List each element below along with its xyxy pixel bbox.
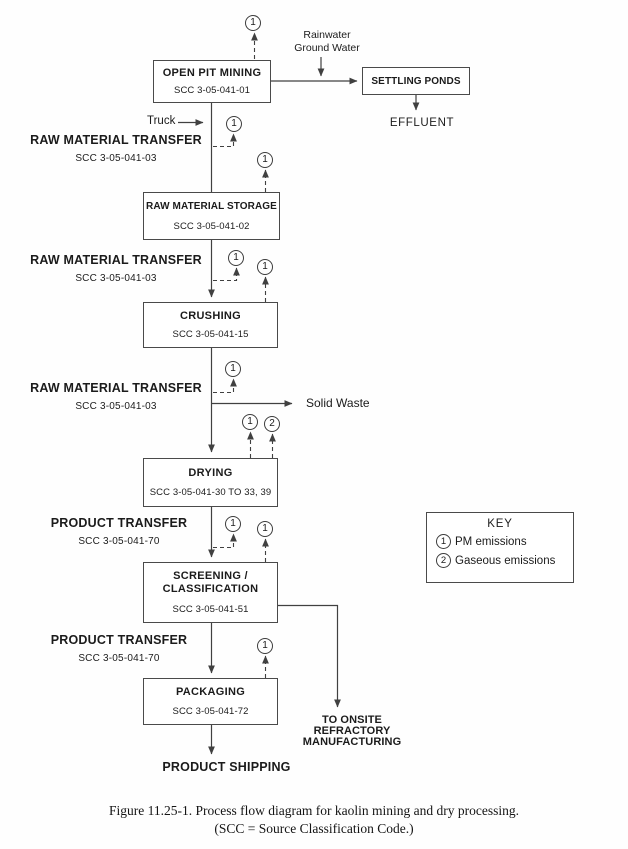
box-crushing	[143, 302, 278, 348]
product-transfer-title: PRODUCT TRANSFER	[50, 516, 188, 530]
label-to-onsite-refractory	[290, 715, 414, 748]
box-drying-scc: SCC 3-05-041-30 TO 33, 39	[149, 487, 272, 499]
label-product-transfer-1	[29, 516, 209, 547]
raw-material-transfer-title: RAW MATERIAL TRANSFER	[30, 381, 202, 395]
box-open-pit-mining-scc: SCC 3-05-041-01	[174, 85, 250, 97]
pm-emission-marker-transfer-2: 1	[228, 250, 244, 266]
raw-material-transfer-scc: SCC 3-05-041-03	[75, 401, 157, 412]
label-solid-waste: Solid Waste	[306, 396, 370, 410]
figure-caption-line2: (SCC = Source Classification Code.)	[214, 821, 414, 836]
box-screening-classification-scc: SCC 3-05-041-51	[172, 603, 249, 615]
pm-emission-marker-packaging: 1	[257, 638, 273, 654]
emission-line-transfer-3	[213, 379, 234, 393]
box-raw-material-storage-title: RAW MATERIAL STORAGE	[146, 201, 277, 213]
raw-material-transfer-scc: SCC 3-05-041-03	[75, 153, 157, 164]
box-screening-title-line2: CLASSIFICATION	[162, 583, 259, 596]
product-transfer-title: PRODUCT TRANSFER	[50, 633, 188, 647]
pm-emission-marker-openpit: 1	[245, 15, 261, 31]
key-pm-label: PM emissions	[455, 535, 527, 548]
pm-emission-marker-product-transfer-1: 1	[225, 516, 241, 532]
box-screening-classification-title	[163, 570, 259, 596]
label-to-onsite-line2: REFRACTORY	[313, 725, 391, 737]
label-raw-material-transfer-1	[26, 133, 206, 164]
box-open-pit-mining	[153, 60, 271, 103]
figure-caption-line1: Figure 11.25-1. Process flow diagram for kaolin mining and dry processing.	[108, 803, 520, 818]
box-crushing-title: CRUSHING	[179, 309, 242, 322]
pm-emission-marker-transfer-1: 1	[226, 116, 242, 132]
pm-emission-marker-drying: 1	[242, 414, 258, 430]
box-drying	[143, 458, 278, 507]
emission-line-transfer-1	[213, 134, 234, 147]
box-screening-classification	[143, 562, 278, 623]
key-row-gaseous	[436, 553, 573, 568]
label-product-transfer-2	[29, 633, 209, 664]
pm-emission-marker-screening: 1	[257, 521, 273, 537]
pm-emission-marker-transfer-3: 1	[225, 361, 241, 377]
label-to-onsite-line3: MANUFACTURING	[302, 736, 402, 748]
box-settling-ponds-title: SETTLING PONDS	[371, 75, 461, 87]
box-raw-material-storage-scc: SCC 3-05-041-02	[173, 220, 250, 232]
key-legend	[426, 512, 574, 583]
pm-emission-marker-crushing: 1	[257, 259, 273, 275]
label-raw-material-transfer-2	[26, 253, 206, 284]
raw-material-transfer-scc: SCC 3-05-041-03	[75, 273, 157, 284]
box-screening-title-line1: SCREENING /	[173, 570, 248, 583]
key-row-pm	[436, 534, 573, 549]
label-product-shipping: PRODUCT SHIPPING	[162, 760, 291, 774]
box-drying-title: DRYING	[188, 466, 233, 479]
label-rainwater: Rainwater	[303, 29, 351, 41]
label-truck: Truck	[147, 115, 176, 127]
emission-line-product-transfer-1	[213, 534, 234, 548]
emission-line-transfer-2	[213, 268, 237, 281]
raw-material-transfer-title: RAW MATERIAL TRANSFER	[30, 133, 202, 147]
label-effluent: EFFLUENT	[389, 117, 455, 129]
figure-caption	[0, 802, 628, 838]
label-rainwater-groundwater	[277, 29, 377, 55]
gaseous-emission-marker-drying: 2	[264, 416, 280, 432]
box-crushing-scc: SCC 3-05-041-15	[172, 329, 249, 341]
product-transfer-scc: SCC 3-05-041-70	[78, 653, 160, 664]
box-packaging-title: PACKAGING	[175, 686, 246, 698]
box-raw-material-storage	[143, 192, 280, 240]
label-raw-material-transfer-3	[26, 381, 206, 412]
box-packaging-scc: SCC 3-05-041-72	[172, 706, 249, 717]
line-screening-to-refractory	[278, 606, 338, 708]
pm-emission-marker-storage: 1	[257, 152, 273, 168]
label-to-onsite-line1: TO ONSITE	[322, 714, 382, 726]
product-transfer-scc: SCC 3-05-041-70	[78, 536, 160, 547]
box-open-pit-mining-title: OPEN PIT MINING	[162, 66, 262, 79]
label-ground-water: Ground Water	[294, 42, 360, 54]
key-gaseous-label: Gaseous emissions	[455, 554, 556, 567]
pm-emission-marker-icon: 1	[436, 534, 451, 549]
box-packaging	[143, 678, 278, 725]
key-title: KEY	[487, 518, 513, 530]
box-settling-ponds	[362, 67, 470, 95]
gaseous-emission-marker-icon: 2	[436, 553, 451, 568]
raw-material-transfer-title: RAW MATERIAL TRANSFER	[30, 253, 202, 267]
